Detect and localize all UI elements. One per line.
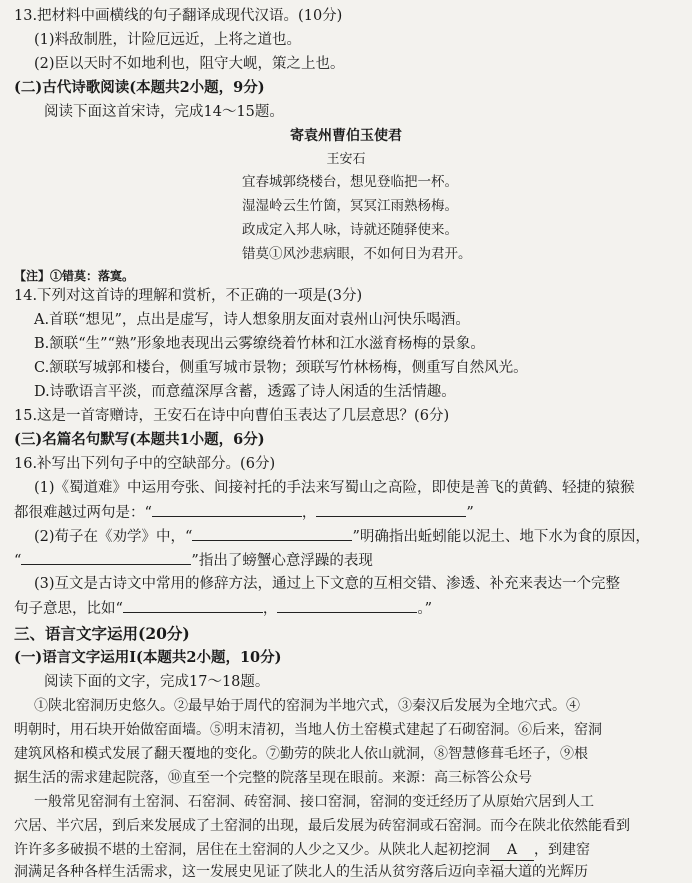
q16-item-2-end: ”指出了螃蟹心意浮躁的表现: [191, 553, 373, 569]
passage-line-4: 据生活的需求建起院落，⑩直至一个完整的院落呈现在眼前。来源：高三标答公众号: [14, 770, 532, 786]
passage-line-1: ①陕北窑洞历史悠久。②最早始于周代的窑洞为半地穴式，③秦汉后发展为全地穴式。④: [34, 698, 580, 714]
q14-option-c: C.颔联写城郭和楼台，侧重写城市景物；颈联写竹林杨梅，侧重写自然风光。: [34, 360, 528, 376]
q13-sentence-2: (2)臣以天时不如地利也，阻守大岘，策之上也。: [34, 56, 345, 72]
answer-blank[interactable]: [123, 598, 263, 613]
passage-line-7-text: 许许多多破损不堪的土窑洞，居住在土窑洞的人少之又少。从陕北人起初挖洞: [14, 842, 490, 858]
passage-line-7: [14, 840, 590, 861]
poetry-intro: 阅读下面这首宋诗，完成14～15题。: [44, 104, 284, 120]
section-poetry-heading: (二)古代诗歌阅读(本题共2小题，9分): [14, 79, 265, 96]
q13-sentence-1: (1)料敌制胜，计险厄远近，上将之道也。: [34, 32, 302, 48]
q13-title: 13.把材料中画横线的句子翻译成现代汉语。(10分): [14, 8, 343, 24]
q16-item-3-line-1: (3)互文是古诗文中常用的修辞方法，通过上下文意的互相交错、渗透、补充来表达一个完整: [34, 576, 621, 592]
q16-item-1-line-1: (1)《蜀道难》中运用夸张、间接衬托的手法来写蜀山之高险，即使是善飞的黄鹤、轻捷的猿猴: [34, 480, 635, 496]
passage-line-3: 建筑风格和模式发展了翻天覆地的变化。⑦勤劳的陕北人依山就洞，⑧智慧修葺毛坯子，⑨根: [14, 746, 588, 762]
q16-item-2-open: “: [14, 553, 22, 569]
answer-blank[interactable]: [152, 502, 302, 517]
q16-item-1-prompt: 都很难越过两句是：“: [14, 505, 152, 521]
answer-blank[interactable]: [277, 598, 417, 613]
q16-item-3-end: 。”: [417, 601, 433, 617]
q16-title: 16.补写出下列句子中的空缺部分。(6分): [14, 456, 276, 472]
poem-line-1: 宜春城郭绕楼台，想见登临把一杯。: [242, 174, 458, 190]
answer-blank[interactable]: [21, 550, 191, 565]
blank-a: A: [490, 840, 534, 861]
q14-option-b: B.颔联“生”“熟”形象地表现出云雾缭绕着竹林和江水滋育杨梅的景象。: [34, 336, 485, 352]
answer-blank[interactable]: [316, 502, 466, 517]
passage-line-6: 穴居、半穴居，到后来发展成了土窑洞的出现，最后发展为砖窑洞或石窑洞。而今在陕北依然能看到: [14, 818, 630, 834]
poem-line-2: 湿湿岭云生竹箇，冥冥江雨熟杨梅。: [242, 198, 458, 214]
q16-item-2-line-1: [34, 526, 650, 547]
q16-item-3-line-2: [14, 598, 432, 619]
poem-title: 寄袁州曹伯玉使君: [290, 128, 402, 144]
q14-title: 14.下列对这首诗的理解和赏析，不正确的一项是(3分): [14, 288, 363, 304]
passage-line-8: 洞满足各种各样生活需求，这一发展史见证了陕北人的生活从贫穷落后迈向幸福大道的光辉历: [14, 864, 588, 880]
q16-item-3-sep: ，: [262, 601, 278, 617]
q16-item-1-end: ”: [466, 505, 474, 521]
poem-author: 王安石: [326, 152, 366, 167]
poem-line-3: 政成定入邦人咏，诗就还随驿使来。: [242, 222, 458, 238]
language-intro: 阅读下面的文字，完成17～18题。: [44, 674, 270, 690]
passage-line-2: 明朝时，用石块开始做窑面墙。⑤明末清初，当地人仿土窑模式建起了石砌窑洞。⑥后来，窑洞: [14, 722, 602, 738]
poem-note: 【注】①错莫：落寞。: [14, 269, 135, 283]
passage-line-7-tail: ，到建窑: [534, 842, 590, 858]
q16-item-2-mid: ”明确指出蚯蚓能以泥土、地下水为食的原因，: [352, 529, 650, 545]
q14-option-a: A.首联“想见”，点出是虚写，诗人想象朋友面对袁州山河快乐喝酒。: [34, 312, 470, 328]
q16-item-2-line-2: [14, 550, 373, 571]
section-language-sub: (一)语言文字运用Ⅰ(本题共2小题，10分): [14, 649, 282, 666]
section-language-heading: 三、语言文字运用(20分): [14, 624, 190, 643]
q16-item-2-prompt: (2)荀子在《劝学》中，“: [34, 529, 193, 545]
q15-title: 15.这是一首寄赠诗，王安石在诗中向曹伯玉表达了几层意思？(6分): [14, 408, 450, 424]
passage-line-5: 一般常见窑洞有土窑洞、石窑洞、砖窑洞、接口窑洞，窑洞的变迁经历了从原始穴居到人工: [34, 794, 594, 810]
q16-item-3-prompt: 句子意思，比如“: [14, 601, 123, 617]
q16-item-1-line-2: [14, 502, 474, 523]
answer-blank[interactable]: [192, 526, 352, 541]
section-recite-heading: (三)名篇名句默写(本题共1小题，6分): [14, 431, 265, 448]
poem-line-4: 错莫①风沙悲病眼，不如何日为君开。: [242, 246, 472, 262]
q16-item-1-sep: ，: [301, 505, 317, 521]
q14-option-d: D.诗歌语言平淡，而意蕴深厚含蓄，透露了诗人闲适的生活情趣。: [34, 384, 456, 400]
